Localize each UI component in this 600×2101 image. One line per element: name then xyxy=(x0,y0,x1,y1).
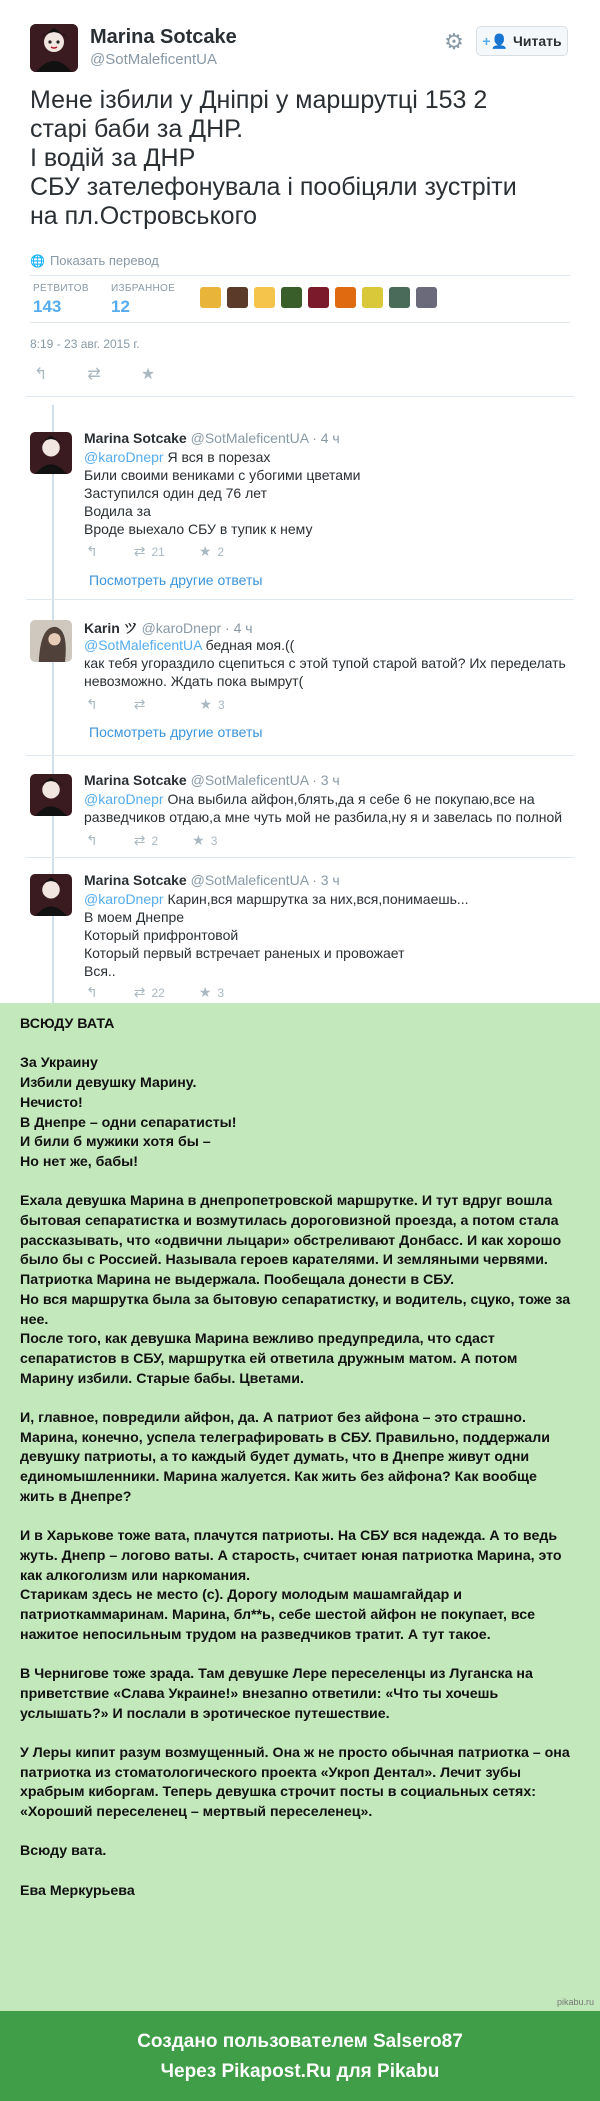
reply-actions xyxy=(86,832,217,849)
favorite-count: 3 xyxy=(218,697,225,712)
mention-link[interactable]: @karoDnepr xyxy=(84,791,164,807)
article-line: После того, как девушка Марина вежливо предупредила, что сдаст xyxy=(20,1331,495,1348)
reply-author-name[interactable]: Marina Sotcake xyxy=(84,872,187,888)
article-line: жить в Днепре? xyxy=(20,1488,132,1505)
tweet-actions xyxy=(34,364,155,384)
article-paragraph xyxy=(20,1842,586,1862)
retweet-count: 2 xyxy=(151,833,159,848)
add-user-icon: +👤 xyxy=(482,32,509,49)
reply-line: Она выбила айфон,блять,да я себе 6 не покупаю,все на xyxy=(163,791,535,807)
reply-text xyxy=(84,636,566,690)
avatar[interactable] xyxy=(227,287,248,308)
article-line: И били б мужики хотя бы – xyxy=(20,1134,211,1151)
tweet-text-line: СБУ зателефонувала і пообіцяли зустріти xyxy=(30,173,517,201)
divider xyxy=(26,599,574,600)
favorites-count: 12 xyxy=(111,297,130,316)
reply-tweet[interactable] xyxy=(30,772,575,852)
article-line: Старикам здесь не место (с). Дорогу молодым машамгайдар и xyxy=(20,1587,462,1604)
reply-line: Вроде выехало СБУ в тупик к нему xyxy=(84,521,313,537)
retweet-icon[interactable]: ⇄ xyxy=(133,543,146,559)
reply-icon[interactable]: ↰ xyxy=(86,984,98,1000)
reply-icon[interactable]: ↰ xyxy=(34,366,48,383)
reply-author-handle[interactable]: @SotMaleficentUA · 3 ч xyxy=(190,772,340,788)
article-line: У Леры кипит разум возмущенный. Она ж не просто обычная патриотка – она xyxy=(20,1744,570,1761)
article-line: Ева Меркурьева xyxy=(20,1882,135,1899)
article-line: Марина, конечно, успела телеграфировать в СБУ. Правильно, поддержали xyxy=(20,1429,550,1446)
article-line: В Чернигове тоже зрада. Там девушке Лере переселенцы из Луганска на xyxy=(20,1666,533,1683)
retweet-icon[interactable]: ⇄ xyxy=(87,366,101,383)
reply-actions xyxy=(86,543,224,560)
reply-icon[interactable]: ↰ xyxy=(86,832,98,848)
article-body xyxy=(20,1015,586,1921)
reply-text xyxy=(84,448,361,538)
article-line: Но вся маршрутка была за бытовую сепаратистку, и водитель, сцуко, тоже за xyxy=(20,1291,571,1308)
favorite-icon[interactable]: ★ xyxy=(192,832,205,848)
reply-line: как тебя угораздило сцепиться с этой тупой старой ватой? Их переделать xyxy=(84,655,566,671)
article-line: «Хороший переселенец – мертвый переселенец». xyxy=(20,1804,373,1821)
favorites-stat[interactable] xyxy=(111,283,175,317)
article-line: как алкоголизм или наркомания. xyxy=(20,1567,251,1584)
reply-author-name[interactable]: Marina Sotcake xyxy=(84,430,187,446)
reply-line: разведчиков отдаю,а мне чуть мой не разбила,ну я и завелась по полной xyxy=(84,809,563,825)
gear-icon[interactable]: ⚙ xyxy=(444,29,464,54)
article-line: И в Харькове тоже вата, плачутся патриоты. На СБУ вся надежда. А то ведь xyxy=(20,1528,558,1545)
author-name[interactable]: Marina Sotcake xyxy=(90,26,237,48)
article-line: В Днепре – одни сепаратисты! xyxy=(20,1114,237,1131)
article-line: услышать?» И послали в эротическое путешествие. xyxy=(20,1705,390,1722)
avatar[interactable] xyxy=(335,287,356,308)
article-paragraph xyxy=(20,1744,586,1823)
tweet-timestamp[interactable]: 8:19 - 23 авг. 2015 г. xyxy=(30,337,140,351)
translate-label: Показать перевод xyxy=(49,253,159,268)
tweet-header xyxy=(30,20,570,80)
avatar[interactable] xyxy=(362,287,383,308)
article-line: рассказывать, что «одвични лыцари» обстреливают Донбасс. И как хорошо xyxy=(20,1232,562,1249)
mention-link[interactable]: @SotMaleficentUA xyxy=(84,637,202,653)
reply-line: Заступился один дед 76 лет xyxy=(84,485,268,501)
reply-tweet[interactable] xyxy=(30,872,575,1002)
tweet-text-line: Мене ізбили у Дніпрі у маршрутці 153 2 xyxy=(30,86,488,114)
avatar[interactable] xyxy=(30,620,72,662)
reply-line: Карин,вся маршрутка за них,вся,понимаешь... xyxy=(163,891,469,907)
avatar[interactable] xyxy=(200,287,221,308)
reply-line: Вся.. xyxy=(84,963,116,979)
reply-header xyxy=(84,872,340,888)
retweet-stat[interactable] xyxy=(33,283,89,317)
article-paragraph xyxy=(20,1527,586,1645)
reply-header xyxy=(84,430,340,446)
footer-line: Через Pikapost.Ru для Pikabu xyxy=(160,2061,440,2082)
divider xyxy=(26,857,574,858)
article-line: патриотка из стоматологического проекта «Укроп Дентал». Лечит зубы xyxy=(20,1764,521,1781)
reply-icon[interactable]: ↰ xyxy=(86,696,98,712)
reply-line: невозможно. Ждать пока вымрут( xyxy=(84,673,304,689)
article xyxy=(0,1003,600,2011)
more-replies-link[interactable]: Посмотреть другие ответы xyxy=(89,572,263,588)
reply-tweet[interactable] xyxy=(30,618,575,738)
mention-link[interactable]: @karoDnepr xyxy=(84,891,164,907)
article-line: приветствие «Слава Украине!» внезапно ответили: «Что ты хочешь xyxy=(20,1685,499,1702)
watermark: pikabu.ru xyxy=(556,1997,594,2007)
article-line: ВСЮДУ ВАТА xyxy=(20,1016,115,1032)
avatar[interactable] xyxy=(30,432,72,474)
article-line: жуть. Днепр – логово ваты. А старость, считает юная патриотка Марина, это xyxy=(20,1547,562,1564)
article-paragraph xyxy=(20,1054,586,1172)
divider xyxy=(26,396,574,397)
article-line: храбрым киборгам. Теперь девушка строчит посты в социальных сетях: xyxy=(20,1784,536,1801)
article-paragraph xyxy=(20,1409,586,1508)
favorite-count: 2 xyxy=(217,544,225,559)
reply-line: Который первый встречает раненых и провожает xyxy=(84,945,405,961)
tweet-text-line: на пл.Островського xyxy=(30,202,258,230)
reply-actions xyxy=(86,984,224,1001)
reply-author-name[interactable]: Karin ツ xyxy=(84,620,138,636)
reply-line: бедная моя.(( xyxy=(201,637,295,653)
favorite-icon[interactable]: ★ xyxy=(199,696,213,712)
favorite-count: 3 xyxy=(210,833,218,848)
divider xyxy=(30,275,570,276)
favorite-icon[interactable]: ★ xyxy=(198,543,212,559)
retweet-count: 22 xyxy=(151,985,165,1000)
favoriters-avatars xyxy=(200,287,437,308)
mention-link[interactable]: @karoDnepr xyxy=(84,449,164,465)
avatar[interactable] xyxy=(416,287,437,308)
article-line: И, главное, повредили айфон, да. А патриот без айфона – это страшно. xyxy=(20,1410,526,1427)
divider xyxy=(30,322,570,323)
article-paragraph xyxy=(20,1665,586,1724)
article-line: патриоткаммаринам. Марина, бл**ь, себе шестой айфон не покупает, все xyxy=(20,1607,536,1624)
reply-line: Били своими вениками с убогими цветами xyxy=(84,467,361,483)
reply-text xyxy=(84,890,469,980)
retweet-icon[interactable]: ⇄ xyxy=(133,832,146,848)
reply-icon[interactable]: ↰ xyxy=(86,543,98,559)
article-line: Нечисто! xyxy=(20,1094,83,1111)
follow-button[interactable] xyxy=(476,26,568,56)
reply-author-handle[interactable]: @SotMaleficentUA · 4 ч xyxy=(190,430,340,446)
reply-text xyxy=(84,790,562,826)
avatar[interactable] xyxy=(254,287,275,308)
avatar[interactable] xyxy=(30,874,72,916)
article-line: Ехала девушка Марина в днепропетровской маршрутке. И тут вдруг вошла xyxy=(20,1193,553,1210)
reply-line: Я вся в порезах xyxy=(163,449,271,465)
article-line: сепаратистов в СБУ, маршрутка ей ответила дружным матом. А потом xyxy=(20,1350,518,1367)
article-paragraph xyxy=(20,1192,586,1389)
translate-link[interactable] xyxy=(30,253,159,268)
article-line: было бы с Россией. Называла героев карателями. И земляными червями. xyxy=(20,1252,548,1269)
follow-label: Читать xyxy=(513,33,562,49)
footer-banner xyxy=(0,2011,600,2101)
reply-author-handle[interactable]: @karoDnepr · 4 ч xyxy=(141,620,253,636)
retweet-count: 21 xyxy=(151,544,165,559)
article-line: Избили девушку Марину. xyxy=(20,1075,197,1092)
favorite-count: 3 xyxy=(217,985,225,1000)
avatar[interactable] xyxy=(389,287,410,308)
retweet-icon[interactable]: ⇄ xyxy=(133,984,146,1000)
article-line: Но нет же, бабы! xyxy=(20,1153,138,1170)
globe-icon: 🌐 xyxy=(30,253,45,268)
tweet-text-line: старі баби за ДНР. xyxy=(30,115,244,143)
avatar[interactable] xyxy=(30,24,78,72)
reply-header xyxy=(84,618,253,638)
reply-author-name[interactable]: Marina Sotcake xyxy=(84,772,187,788)
footer-line: Создано пользователем Salsero87 xyxy=(137,2031,463,2052)
article-line: единомышленники. Марина жалуется. Как жить без айфона? Как вообще xyxy=(20,1469,537,1486)
favorite-icon[interactable]: ★ xyxy=(140,366,156,383)
more-replies-link[interactable]: Посмотреть другие ответы xyxy=(89,724,263,740)
article-line: Марину избили. Старые бабы. Цветами. xyxy=(20,1370,304,1387)
article-line: нажитое непосильным трудом на разведчиков тратит. А тут такое. xyxy=(20,1626,491,1643)
retweets-label: РЕТВИТОВ xyxy=(33,283,89,294)
article-line: нее. xyxy=(20,1311,49,1328)
article-paragraph xyxy=(20,1882,586,1902)
reply-line: Который прифронтовой xyxy=(84,927,239,943)
favorites-label: ИЗБРАННОЕ xyxy=(111,283,176,294)
article-line: бытовая сепаратистка и возмутилась дороговизной проезда, а потом стала xyxy=(20,1213,559,1229)
reply-tweet[interactable] xyxy=(30,430,575,590)
tweet-text xyxy=(30,86,575,231)
avatar[interactable] xyxy=(281,287,302,308)
retweets-count: 143 xyxy=(33,297,62,316)
author-handle[interactable]: @SotMaleficentUA xyxy=(90,51,217,68)
avatar[interactable] xyxy=(30,774,72,816)
article-paragraph xyxy=(20,1015,586,1035)
article-line: Патриотка Марина не выдержала. Пообещала донести в СБУ. xyxy=(20,1272,455,1289)
reply-line: Водила за xyxy=(84,503,151,519)
tweet-text-line: І водій за ДНР xyxy=(30,144,196,172)
article-line: Всюду вата. xyxy=(20,1843,107,1860)
retweet-icon[interactable]: ⇄ xyxy=(133,696,146,712)
avatar[interactable] xyxy=(308,287,329,308)
favorite-icon[interactable]: ★ xyxy=(198,984,212,1000)
reply-actions xyxy=(86,696,225,713)
article-line: девушку патриоты, а то каждый будет думать, что в Днепре живут одни xyxy=(20,1449,530,1466)
reply-author-handle[interactable]: @SotMaleficentUA · 3 ч xyxy=(190,872,340,888)
divider xyxy=(26,755,574,756)
article-line: За Украину xyxy=(20,1055,98,1072)
reply-header xyxy=(84,772,340,788)
reply-line: В моем Днепре xyxy=(84,909,185,925)
